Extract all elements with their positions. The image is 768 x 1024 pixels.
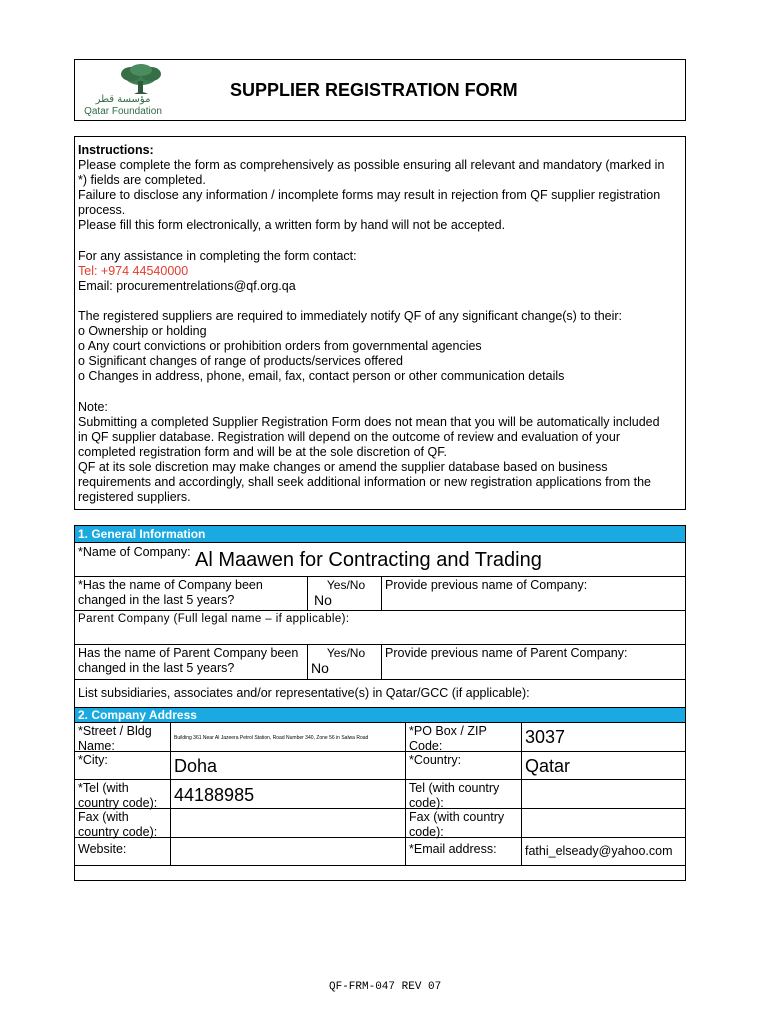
fax-field[interactable] [170,809,405,837]
fax2-label: Fax (with country code): [405,809,521,837]
tel-label: *Tel (with country code): [78,781,158,810]
city-field[interactable] [170,752,405,779]
instruction-line: Please fill this form electronically, a written form by hand will not be accepted. [78,218,506,233]
street-field[interactable] [170,723,405,751]
note-line: Submitting a completed Supplier Registration Form does not mean that you will be automatically included [78,414,660,429]
previous-parent-name-field[interactable]: Provide previous name of Parent Company: [381,645,685,679]
street-label: *Street / Bldg Name: [78,724,152,753]
section-general-information: 1. General Information [75,526,685,543]
subsidiaries-field[interactable]: List subsidiaries, associates and/or representative(s) in Qatar/GCC (if applicable): [78,686,530,700]
city-value: Doha [174,756,218,776]
yes-no-label: Yes/No [326,578,366,592]
parent-changed-field[interactable] [307,645,381,679]
contact-email: Email: procurementrelations@qf.org.qa [78,278,296,293]
parent-changed-row [75,645,685,680]
website-row [75,838,685,866]
name-changed-value: No [314,592,332,608]
company-name-label: *Name of Company: [78,545,191,559]
tel2-field[interactable] [521,780,685,808]
country-label: *Country: [405,752,521,779]
tel2-label: Tel (with country code): [405,780,521,808]
page-title: SUPPLIER REGISTRATION FORM [230,80,518,100]
name-changed-row [75,577,685,611]
company-name-field[interactable] [75,544,685,576]
instruction-line: Please complete the form as comprehensively as possible ensuring all relevant and mandatory (marked in [78,158,665,173]
logo-english-text: Qatar Foundation [84,106,162,117]
website-label: Website: [78,842,127,856]
section-company-address: 2. Company Address [75,708,685,723]
subsidiaries-row [75,680,685,708]
street-row [75,723,685,752]
parent-company-field[interactable]: Parent Company (Full legal name – if applicable): [78,613,350,625]
street-value: Building 361 Near Al Jazeera Petrol Station, Road Number 340, Zone 56 in Salwa Road [174,735,369,741]
name-changed-label: *Has the name of Company been changed in the last 5 years? [78,578,263,607]
note-line: in QF supplier database. Registration will depend on the outcome of review and evaluation of your [78,429,620,444]
city-label: *City: [78,753,108,767]
pobox-value: 3037 [525,727,566,747]
company-name-row [75,544,685,577]
email-value: fathi_elseady@yahoo.com [525,844,673,858]
parent-yes-no-label: Yes/No [326,646,366,660]
tel-row [75,780,685,809]
parent-changed-label: Has the name of Parent Company been changed in the last 5 years? [78,646,299,675]
notify-line: The registered suppliers are required to immediately notify QF of any significant change(s) to their: [78,309,623,324]
parent-company-row [75,611,685,645]
instructions-heading: Instructions: [78,143,154,157]
notify-line: o Significant changes of range of products/services offered [78,354,403,369]
city-row [75,752,685,780]
instruction-line: Failure to disclose any information / incomplete forms may result in rejection from QF supplier registration [78,188,661,203]
notify-line: o Changes in address, phone, email, fax, contact person or other communication details [78,369,565,384]
instructions-box [74,136,686,510]
assistance-line: For any assistance in completing the form contact: [78,248,357,263]
note-line: completed registration form and will be at the sole discretion of QF. [78,444,447,459]
pobox-field[interactable] [521,723,685,751]
form-header [74,59,686,121]
fax-label: Fax (with country code): [78,810,158,839]
note-line: registered suppliers. [78,490,191,505]
note-line: QF at its sole discretion may make changes or amend the supplier database based on business [78,459,608,474]
company-name-value: Al Maawen for Contracting and Trading [195,549,542,571]
form-code: QF-FRM-047 REV 07 [329,981,442,993]
previous-company-name-field[interactable]: Provide previous name of Company: [381,577,685,610]
name-changed-field[interactable] [307,577,381,610]
parent-changed-value: No [311,660,329,676]
fax2-field[interactable] [521,809,685,837]
note-heading: Note: [78,399,108,414]
country-value: Qatar [525,756,571,776]
email-label: *Email address: [405,838,521,865]
instruction-line: *) fields are completed. [78,173,206,188]
logo-arabic-text: مؤسسة قطر [95,94,151,105]
contact-tel: Tel: +974 44540000 [78,263,189,278]
tel-field[interactable] [170,780,405,808]
tel-value: 44188985 [174,785,255,805]
email-field[interactable] [521,838,685,865]
website-field[interactable] [170,838,405,865]
note-line: requirements and accordingly, shall seek additional information or new registration applications from the [78,475,651,490]
pobox-label: *PO Box / ZIP Code: [405,723,521,751]
notify-line: o Any court convictions or prohibition orders from governmental agencies [78,339,482,354]
fax-row [75,809,685,838]
country-field[interactable] [521,752,685,779]
instruction-line: process. [78,203,126,218]
registration-form [74,525,686,881]
tree-icon [101,63,181,97]
notify-line: o Ownership or holding [78,324,207,339]
